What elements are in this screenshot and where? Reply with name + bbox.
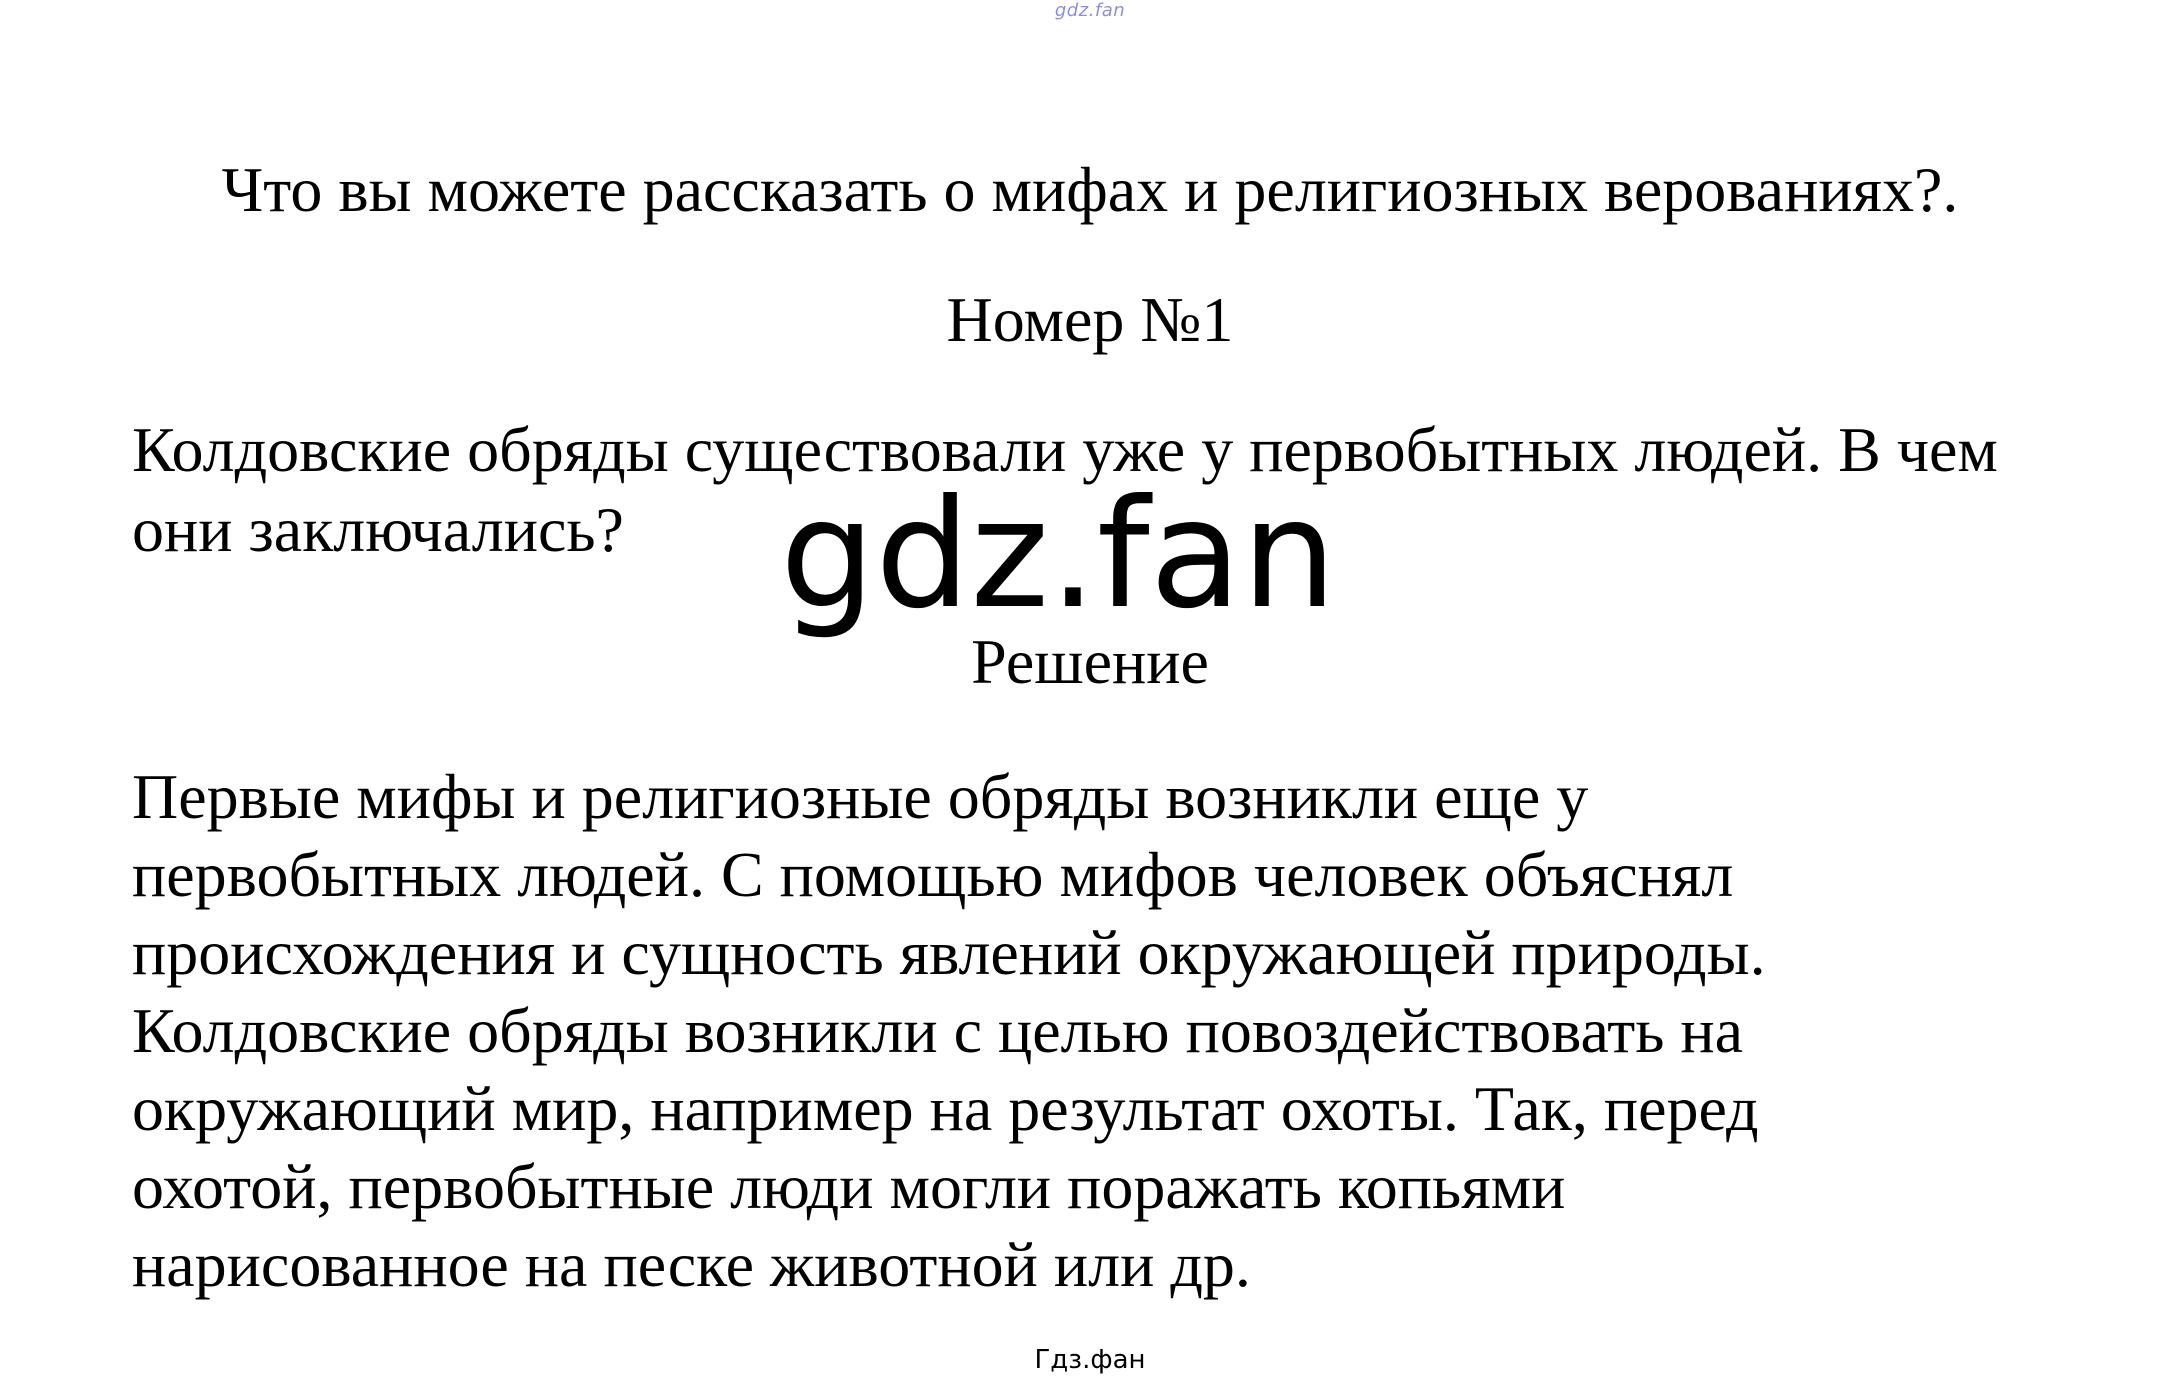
answer-line: Первые мифы и религиозные обряды возникли еще у bbox=[132, 761, 1589, 832]
site-watermark: gdz.fan bbox=[780, 468, 1337, 642]
solution-heading: Решение bbox=[971, 626, 1209, 697]
answer-text bbox=[132, 758, 2092, 1304]
answer-line: происхождения и сущность явлений окружающей природы. bbox=[132, 917, 1766, 988]
answer-line: охотой, первобытные люди могли поражать копьями bbox=[132, 1151, 1566, 1222]
answer-line: Колдовские обряды возникли с целью повоздействовать на bbox=[132, 995, 1744, 1066]
exercise-number-heading: Номер №1 bbox=[946, 284, 1234, 355]
answer-line: нарисованное на песке животной или др. bbox=[132, 1229, 1251, 1300]
footer-site-name: Гдз.фан bbox=[1034, 1345, 1146, 1375]
top-watermark: gdz.fan bbox=[1054, 0, 1126, 21]
question-text: Колдовские обряды существовали уже у первобытных людей. В чем они заключались? bbox=[132, 414, 1998, 565]
answer-line: окружающий мир, например на результат охоты. Так, перед bbox=[132, 1073, 1759, 1144]
answer-line: первобытных людей. С помощью мифов человек объяснял bbox=[132, 839, 1734, 910]
page-title: Что вы можете рассказать о мифах и религиозных верованиях?. bbox=[221, 154, 1959, 225]
